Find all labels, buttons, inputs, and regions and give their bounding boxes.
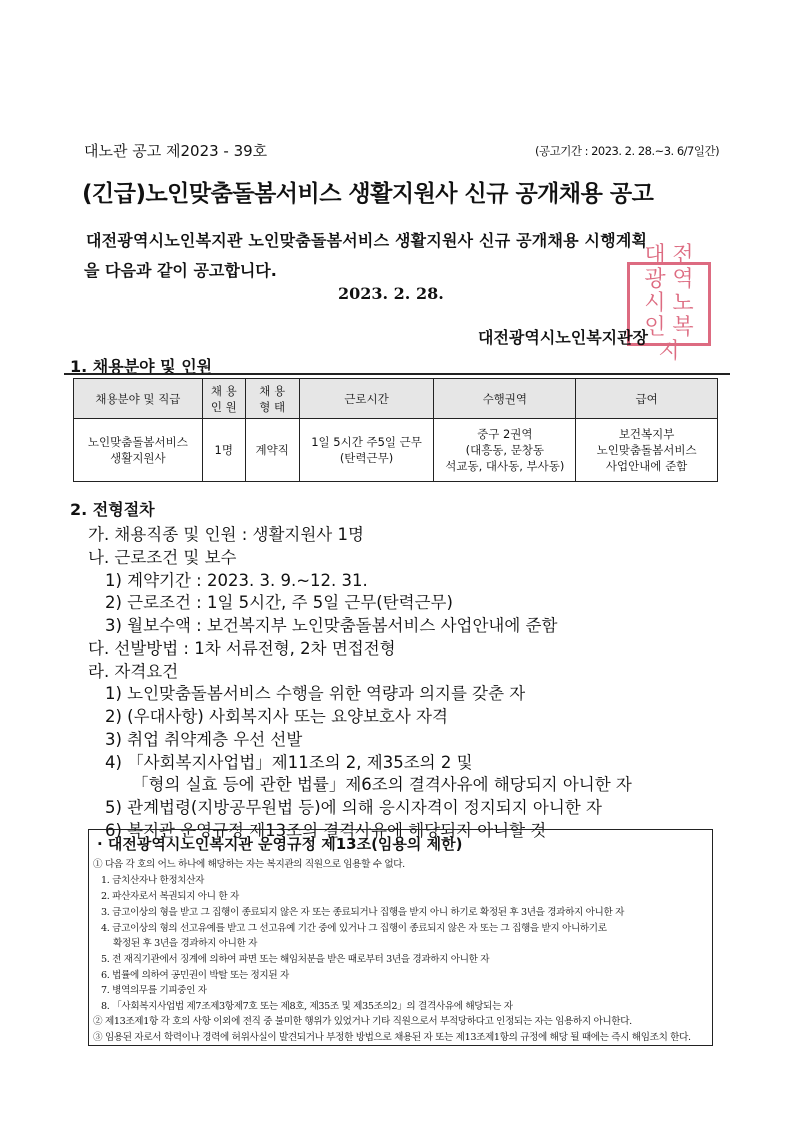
notice-period: (공고기간 : 2023. 2. 28.~3. 6/7일간) [535,144,720,158]
list-item: 나. 근로조건 및 보수 [88,548,237,567]
list-item: 가. 채용직종 및 인원 : 생활지원사 1명 [88,525,364,544]
cell-salary: 보건복지부 노인맞춤돌봄서비스 사업안내에 준함 [576,419,718,482]
regulation-line: 8. 「사회복지사업법 제7조제3항제7호 또는 제8호, 제35조 및 제35조의2」의 결격사유에 해당되는 자 [101,1001,513,1012]
cell-hours: 1일 5시간 주5일 근무 (탄력근무) [299,419,434,482]
regulation-line: 2. 파산자로서 복권되지 아니 한 자 [101,891,239,902]
signer-name: 대전광역시노인복지관장 [478,328,649,347]
regulation-line: 3. 금고이상의 형을 받고 그 집행이 종료되지 않은 자 또는 종료되거나 집행을 받지 아니 하기로 확정된 후 3년을 경과하지 아니한 자 [101,907,624,918]
table-row [74,419,718,482]
col-header-area: 수행권역 [434,379,576,419]
col-header-field: 채용분야 및 직급 [74,379,203,419]
intro-line-1: 대전광역시노인복지관 노인맞춤돌봄서비스 생활지원사 신규 공개채용 시행계획 [86,231,648,250]
notice-number: 대노관 공고 제2023 - 39호 [84,142,268,160]
list-item: 5) 관계법령(지방공무원법 등)에 의해 응시자격이 정지되지 아니한 자 [105,798,602,817]
col-header-count: 채 용 인 원 [202,379,245,419]
seal-char: 시 [644,291,666,316]
seal-char: 복 [672,315,694,340]
table-header-row [74,379,718,419]
recruitment-table [73,378,718,482]
section2-heading: 2. 전형절차 [70,500,155,519]
col-header-hours: 근로시간 [299,379,434,419]
section1-rule [64,373,730,375]
intro-line-2: 을 다음과 같이 공고합니다. [84,261,277,280]
cell-area: 중구 2권역 (대흥동, 문창동 석교동, 대사동, 부사동) [434,419,576,482]
document-title: (긴급)노인맞춤돌봄서비스 생활지원사 신규 공개채용 공고 [82,181,654,207]
list-item: 4) 「사회복지사업법」제11조의 2, 제35조의 2 및 [105,753,473,772]
cell-field: 노인맞춤돌봄서비스 생활지원사 [74,419,203,482]
col-header-salary: 급여 [576,379,718,419]
regulation-line: 5. 전 재직기관에서 징계에 의하여 파면 또는 해임처분을 받은 때로부터 3년을 경과하지 아니한 자 [101,954,490,965]
seal-char: 인 [644,315,666,340]
seal-char: 지 [658,339,680,364]
regulation-line: 확정된 후 3년을 경과하지 아니한 자 [113,938,258,949]
list-item: 다. 선발방법 : 1차 서류전형, 2차 면접전형 [88,639,396,658]
regulation-box [88,829,713,1046]
regulation-line: 1. 금치산자나 한정치산자 [101,875,205,886]
notice-date: 2023. 2. 28. [338,284,444,303]
list-item: 1) 노인맞춤돌봄서비스 수행을 위한 역량과 의지를 갖춘 자 [105,684,526,703]
list-item: 3) 취업 취약계층 우선 선발 [105,730,303,749]
list-item: 「형의 실효 등에 관한 법률」제6조의 결격사유에 해당되지 아니한 자 [132,775,632,794]
regulation-line: ① 다음 각 호의 어느 하나에 해당하는 자는 복지관의 직원으로 임용할 수 없다. [93,859,405,870]
regulation-line: ③ 임용된 자로서 학력이나 경력에 허위사실이 발견되거나 부정한 방법으로 채용된 자 또는 제13조제1항의 규정에 해당 될 때에는 즉시 해임조치 한다. [93,1032,691,1043]
list-item: 6) 복지관 운영규정 제13조의 결격사유에 해당되지 아니할 것 [105,817,546,841]
seal-char: 노 [672,291,694,316]
seal-char: 대 [644,243,666,268]
cell-type: 계약직 [245,419,299,482]
list-item: 3) 월보수액 : 보건복지부 노인맞춤돌봄서비스 사업안내에 준함 [105,616,558,635]
regulation-line: 4. 금고이상의 형의 선고유예를 받고 그 선고유예 기간 중에 있거나 그 집행이 종료되지 않은 자 또는 그 집행을 받지 아니하기로 [101,923,607,934]
seal-char: 역 [672,267,694,292]
list-item: 2) 근로조건 : 1일 5시간, 주 5일 근무(탄력근무) [105,593,453,612]
regulation-title: · 대전광역시노인복지관 운영규정 제13조(임용의 제한) [97,835,463,853]
regulation-line: ② 제13조제1항 각 호의 사항 이외에 전직 중 불미한 행위가 있었거나 기타 직원으로서 부적당하다고 인정되는 자는 임용하지 아니한다. [93,1016,632,1027]
seal-char: 전 [672,243,694,268]
seal-char: 광 [644,267,666,292]
list-item: 1) 계약기간 : 2023. 3. 9.~12. 31. [105,571,368,590]
regulation-line: 6. 법률에 의하여 공민권이 박탈 또는 정지된 자 [101,970,289,981]
regulation-line: 7. 병역의무를 기피중인 자 [101,985,207,996]
list-item: 2) (우대사항) 사회복지사 또는 요양보호사 자격 [105,707,448,726]
section1-heading: 1. 채용분야 및 인원 [70,357,213,376]
list-item: 라. 자격요건 [88,662,179,681]
col-header-type: 채 용 형 태 [245,379,299,419]
cell-count: 1명 [202,419,245,482]
